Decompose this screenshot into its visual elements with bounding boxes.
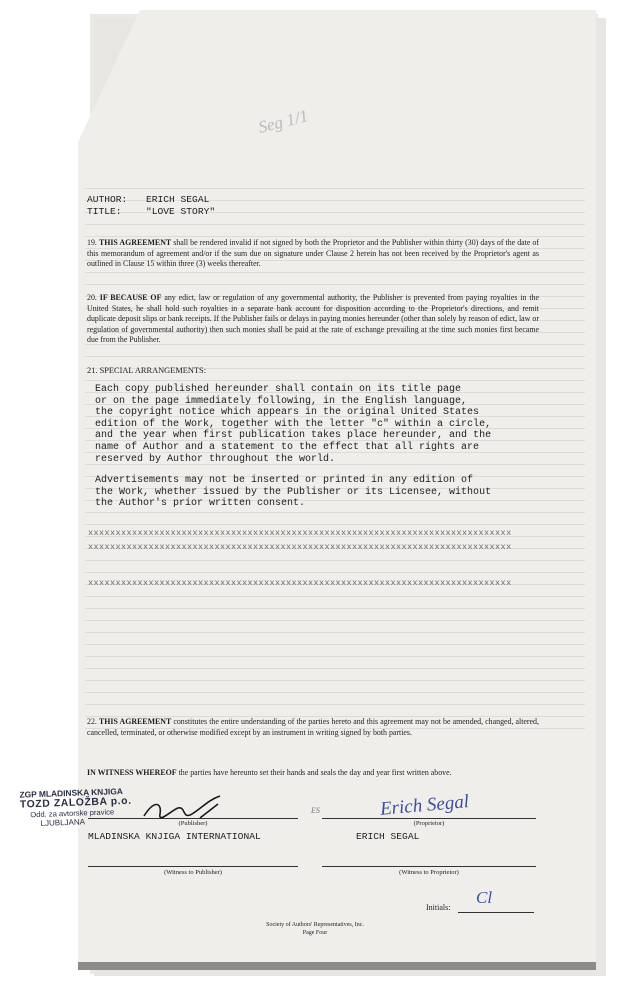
x-out-line-3: xxxxxxxxxxxxxxxxxxxxxxxxxxxxxxxxxxxxxxxxxxxxxxxxxxxxxxxxxxxxxxxxxxxxxxxxxxxxx: [88, 578, 512, 588]
footer-page: Page Four: [302, 930, 328, 936]
clause-19-text: shall be rendered invalid if not signed by both the Proprietor and the Publisher within thirty (30) days of the date of this memorandum of agreement and/or if the sum due on signature under Clause 2 herein has not been received by the Proprietor's agent as outlined in Clause 15 within three (3) weeks thereafter.: [87, 238, 539, 269]
proprietor-signature-line: [322, 818, 536, 819]
witness-publisher-line: [88, 866, 298, 867]
witness-text: the parties have hereunto set their hands and seals the day and year first written above.: [178, 768, 452, 777]
x-out-line-1: xxxxxxxxxxxxxxxxxxxxxxxxxxxxxxxxxxxxxxxxxxxxxxxxxxxxxxxxxxxxxxxxxxxxxxxxxxxxx: [88, 528, 512, 538]
publisher-caption: (Publisher): [178, 820, 208, 827]
clause-22: [87, 717, 539, 738]
x-out-line-2: xxxxxxxxxxxxxxxxxxxxxxxxxxxxxxxxxxxxxxxxxxxxxxxxxxxxxxxxxxxxxxxxxxxxxxxxxxxxx: [88, 542, 512, 552]
initials-mark: Cl: [476, 888, 493, 907]
clause-22-lead: THIS AGREEMENT: [98, 717, 172, 726]
witness-publisher-caption: (Witness to Publisher): [164, 869, 222, 876]
witness-clause: [87, 768, 539, 779]
footer-society: Society of Authors' Representatives, Inc.: [266, 922, 364, 928]
clause-20: [87, 293, 539, 346]
witness-proprietor-line: [322, 866, 536, 867]
clause-20-text: any edict, law or regulation of any governmental authority, the Publisher is prevented from paying royalties in the United States, he shall hold such royalties in a separate bank account for disposition according to the Proprietor's directions, and remit duplicate deposit slips or bank receipts. If the Publisher fails or delays in paying monies hereunder (other than solely by reason of edict, law or regulation of governmental authority) then such monies shall be paid at the rate of exchange prevailing at the time such monies first became due from the Publisher.: [87, 293, 540, 345]
title-label: TITLE:: [87, 206, 122, 217]
page-bottom-edge: [78, 962, 596, 970]
clause-20-number: 20.: [87, 293, 97, 302]
pencil-note: Seg 1/1: [256, 106, 310, 137]
proprietor-signature: Erich Segal: [379, 791, 470, 820]
clause-21-para-1: Each copy published hereunder shall contain on its title page or on the page immediately following, in the English language, the copyright notice which appears in the original United States edition of the Work, together with the letter "c" within a circle, and the year when first publication takes place hereunder, and the name of Author and a statement to the effect that all rights are reserved by Author throughout the world.: [95, 384, 492, 465]
stamp-line-3: Odd. za avtorske pravice: [30, 807, 115, 820]
initials-label: Initials:: [426, 903, 451, 912]
author-label: AUTHOR:: [87, 194, 128, 205]
title-value: "LOVE STORY": [146, 206, 216, 217]
clause-19: [87, 238, 539, 270]
clause-21-heading: 21. SPECIAL ARRANGEMENTS:: [87, 366, 207, 375]
es-initials: ES: [311, 806, 320, 815]
witness-proprietor-caption: (Witness to Proprietor): [399, 869, 459, 876]
stamp-line-2: TOZD ZALOŽBA p.o.: [19, 795, 132, 811]
initials-line: [458, 912, 534, 913]
clause-22-text: constitutes the entire understanding of the parties hereto and this agreement may not be amended, changed, altered, cancelled, terminated, or otherwise modified except by an instrument in writing signed by both parties.: [87, 717, 539, 737]
stamp-line-1: ZGP MLADINSKA KNJIGA: [19, 786, 123, 800]
clause-21-para-2: Advertisements may not be inserted or printed in any edition of the Work, whether issued by the Publisher or its Licensee, without the Author's prior written consent.: [95, 475, 492, 510]
publisher-stamp: [19, 784, 170, 828]
clause-19-lead: THIS AGREEMENT: [98, 238, 172, 247]
witness-lead: IN WITNESS WHEREOF: [87, 768, 177, 777]
clause-22-number: 22.: [87, 717, 97, 726]
proprietor-name: ERICH SEGAL: [356, 831, 420, 842]
publisher-name: MLADINSKA KNJIGA INTERNATIONAL: [88, 831, 261, 842]
proprietor-caption: (Proprietor): [413, 820, 445, 827]
stamp-line-4: LJUBLJANA: [40, 817, 86, 828]
author-value: ERICH SEGAL: [146, 194, 210, 205]
clause-20-lead: IF BECAUSE OF: [99, 293, 162, 302]
clause-19-number: 19.: [87, 238, 97, 247]
